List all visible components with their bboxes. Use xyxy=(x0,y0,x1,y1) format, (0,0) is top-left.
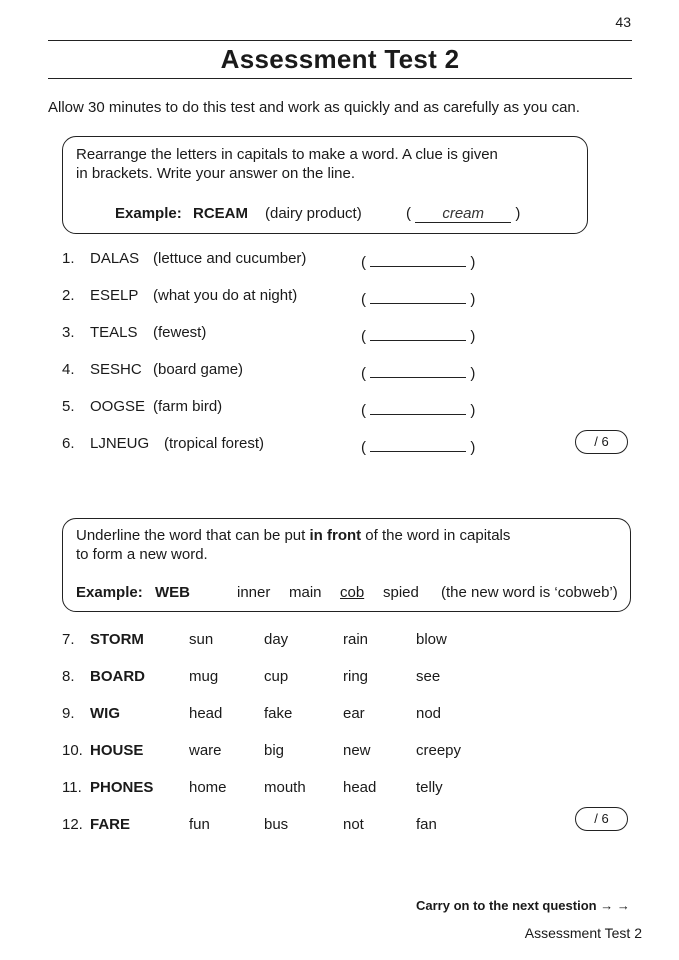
page-title: Assessment Test 2 xyxy=(220,44,460,74)
example2-note: (the new word is ‘cobweb’) xyxy=(441,584,618,601)
option-word[interactable]: mouth xyxy=(264,779,306,796)
example-clue: (dairy product) xyxy=(265,205,362,222)
section2-score-box: / 6 xyxy=(575,807,628,831)
question-number: 5. xyxy=(62,398,75,415)
section1-instruction-line1: Rearrange the letters in capitals to make a word. A clue is given xyxy=(76,146,498,163)
option-word[interactable]: telly xyxy=(416,779,443,796)
option-word[interactable]: creepy xyxy=(416,742,462,759)
question-number: 3. xyxy=(62,324,75,341)
question-number: 7. xyxy=(62,631,75,648)
question-number: 11. xyxy=(62,779,82,796)
option-word[interactable]: blow xyxy=(416,631,447,648)
question-word: TEALS xyxy=(90,324,138,341)
question-clue: (board game) xyxy=(153,361,244,378)
question-word: HOUSE xyxy=(90,742,144,759)
arrow-right-icon: → → xyxy=(600,898,630,913)
example2-option-3-underlined: cob xyxy=(340,584,365,601)
question-word: ESELP xyxy=(90,287,139,304)
option-word[interactable]: sun xyxy=(189,631,214,648)
question-number: 1. xyxy=(62,250,75,267)
question-clue: (tropical forest) xyxy=(164,435,265,452)
question-number: 4. xyxy=(62,361,75,378)
option-word[interactable]: head xyxy=(343,779,377,796)
option-word[interactable]: day xyxy=(264,631,289,648)
option-word[interactable]: fun xyxy=(189,816,210,833)
section2-instruction-line2: to form a new word. xyxy=(76,546,208,563)
question-word: SESHC xyxy=(90,361,142,378)
question-word: WIG xyxy=(90,705,120,722)
example-label: Example: xyxy=(115,205,182,222)
section2-instruction-line1: Underline the word that can be put in front of the word in capitals xyxy=(76,527,511,544)
question-clue: (lettuce and cucumber) xyxy=(153,250,307,267)
option-word[interactable]: see xyxy=(416,668,441,685)
footer-test-name: Assessment Test 2 xyxy=(524,925,642,941)
example2-option-2: main xyxy=(289,584,322,601)
question-number: 6. xyxy=(62,435,75,452)
answer-line[interactable]: ( ) xyxy=(361,361,475,382)
question-clue: (farm bird) xyxy=(153,398,223,415)
intro-text: Allow 30 minutes to do this test and work as quickly and as carefully as you can. xyxy=(48,99,580,116)
example2-option-1: inner xyxy=(237,584,271,601)
question-number: 8. xyxy=(62,668,75,685)
section1-score-box: / 6 xyxy=(575,430,628,454)
question-word: PHONES xyxy=(90,779,154,796)
example2-word: WEB xyxy=(155,584,190,601)
option-word[interactable]: fake xyxy=(264,705,293,722)
option-word[interactable]: mug xyxy=(189,668,219,685)
option-word[interactable]: bus xyxy=(264,816,289,833)
example-word: RCEAM xyxy=(193,205,248,222)
option-word[interactable]: big xyxy=(264,742,285,759)
question-word: BOARD xyxy=(90,668,145,685)
question-word: LJNEUG xyxy=(90,435,150,452)
option-word[interactable]: cup xyxy=(264,668,289,685)
option-word[interactable]: ear xyxy=(343,705,365,722)
title-rule-top xyxy=(48,40,632,41)
example2-label: Example: xyxy=(76,584,143,601)
question-clue: (what you do at night) xyxy=(153,287,298,304)
question-word: OOGSE xyxy=(90,398,146,415)
option-word[interactable]: head xyxy=(189,705,223,722)
answer-line[interactable]: ( ) xyxy=(361,398,475,419)
example-answer: cream xyxy=(415,206,511,223)
option-word[interactable]: rain xyxy=(343,631,369,648)
question-word: FARE xyxy=(90,816,131,833)
answer-line[interactable]: ( ) xyxy=(361,435,475,456)
option-word[interactable]: nod xyxy=(416,705,442,722)
example2-option-4: spied xyxy=(383,584,419,601)
question-number: 12. xyxy=(62,816,83,833)
option-word[interactable]: ring xyxy=(343,668,369,685)
question-word: DALAS xyxy=(90,250,140,267)
section1-instruction-line2: in brackets. Write your answer on the line. xyxy=(76,165,356,182)
section1-instruction-box xyxy=(62,136,588,234)
option-word[interactable]: ware xyxy=(189,742,222,759)
example-answer-blank: ( cream ) xyxy=(406,205,521,222)
question-clue: (fewest) xyxy=(153,324,207,341)
option-word[interactable]: new xyxy=(343,742,371,759)
title-rule-bottom xyxy=(48,78,632,79)
option-word[interactable]: not xyxy=(343,816,364,833)
page-number: 43 xyxy=(615,14,631,30)
option-word[interactable]: fan xyxy=(416,816,437,833)
question-number: 9. xyxy=(62,705,75,722)
answer-line[interactable]: ( ) xyxy=(361,250,475,271)
answer-line[interactable]: ( ) xyxy=(361,324,475,345)
question-number: 10. xyxy=(62,742,83,759)
question-word: STORM xyxy=(90,631,144,648)
carry-on-text: Carry on to the next question → → xyxy=(416,898,630,913)
section2-instruction-box xyxy=(62,518,631,612)
answer-line[interactable]: ( ) xyxy=(361,287,475,308)
question-number: 2. xyxy=(62,287,75,304)
option-word[interactable]: home xyxy=(189,779,227,796)
